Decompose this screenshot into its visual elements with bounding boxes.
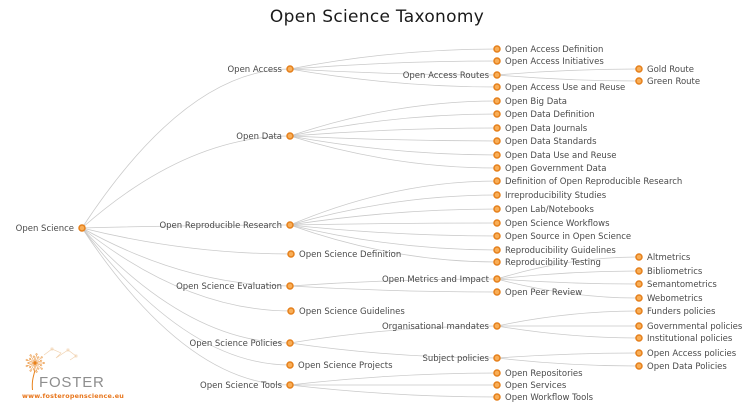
node-dot-open-access-policies[interactable] [636, 350, 642, 356]
logo-wordmark: FOSTER [39, 374, 105, 391]
node-label-open-science-tools: Open Science Tools [200, 381, 282, 391]
edge-open-data-policies [497, 358, 639, 366]
node-dot-open-access-use-and-reuse[interactable] [494, 84, 500, 90]
node-label-open-peer-review: Open Peer Review [505, 288, 583, 298]
edge-open-data-journals [290, 128, 497, 136]
node-dot-irreproducibility-studies[interactable] [494, 192, 500, 198]
edge-open-science-guidelines [82, 228, 291, 311]
node-label-open-access-definition: Open Access Definition [505, 45, 604, 55]
node-dot-green-route[interactable] [636, 78, 642, 84]
node-label-open-workflow-tools: Open Workflow Tools [505, 393, 594, 403]
node-label-open-access-policies: Open Access policies [647, 349, 737, 359]
page-title: Open Science Taxonomy [269, 7, 485, 27]
node-label-open-science-definition: Open Science Definition [299, 250, 402, 260]
node-label-organisational-mandates: Organisational mandates [381, 322, 489, 332]
node-label-open-science: Open Science [15, 224, 74, 234]
node-label-open-repositories: Open Repositories [505, 369, 583, 379]
node-label-open-science-evaluation: Open Science Evaluation [176, 282, 282, 292]
node-dot-governmental-policies[interactable] [636, 323, 642, 329]
node-dot-reproducibility-guidelines[interactable] [494, 247, 500, 253]
node-label-open-access-routes: Open Access Routes [402, 71, 489, 81]
node-label-open-data-journals: Open Data Journals [505, 124, 588, 134]
node-dot-open-source-in-open-science[interactable] [494, 233, 500, 239]
node-dot-open-reproducible-research[interactable] [287, 222, 293, 228]
node-dot-open-government-data[interactable] [494, 165, 500, 171]
node-dot-open-repositories[interactable] [494, 370, 500, 376]
node-label-open-science-projects: Open Science Projects [298, 361, 393, 371]
node-dot-open-data-policies[interactable] [636, 363, 642, 369]
node-dot-open-science-tools[interactable] [287, 382, 293, 388]
node-dot-open-services[interactable] [494, 382, 500, 388]
edge-open-science-evaluation [82, 228, 290, 286]
node-label-definition-of-open-reproducible-research: Definition of Open Reproducible Research [505, 177, 683, 187]
node-dot-open-data-definition[interactable] [494, 111, 500, 117]
node-dot-open-science-workflows[interactable] [494, 220, 500, 226]
node-label-open-data-policies: Open Data Policies [647, 362, 727, 372]
node-label-open-access-initiatives: Open Access Initiatives [505, 57, 604, 67]
node-label-open-data: Open Data [236, 132, 282, 142]
edge-definition-of-open-reproducible-research [290, 181, 497, 225]
node-label-irreproducibility-studies: Irreproducibility Studies [505, 191, 607, 201]
node-dot-open-data-journals[interactable] [494, 125, 500, 131]
node-dot-open-science-evaluation[interactable] [287, 283, 293, 289]
node-label-open-big-data: Open Big Data [505, 97, 567, 107]
logo-url[interactable]: www.fosteropenscience.eu [22, 392, 124, 400]
node-dot-open-access-initiatives[interactable] [494, 58, 500, 64]
edge-open-peer-review [290, 286, 497, 292]
node-dot-open-lab-notebooks[interactable] [494, 206, 500, 212]
node-dot-open-data[interactable] [287, 133, 293, 139]
edge-reproducibility-guidelines [290, 225, 497, 250]
node-label-open-source-in-open-science: Open Source in Open Science [505, 232, 632, 242]
edge-open-access [82, 69, 290, 228]
node-label-open-data-standards: Open Data Standards [505, 137, 597, 147]
edge-open-data-definition [290, 114, 497, 136]
node-dot-bibliometrics[interactable] [636, 268, 642, 274]
node-dot-reproducibility-testing[interactable] [494, 259, 500, 265]
node-dot-webometrics[interactable] [636, 295, 642, 301]
node-label-open-science-policies: Open Science Policies [189, 339, 282, 349]
edge-open-data-standards [290, 136, 497, 141]
edge-semantometrics [497, 279, 639, 284]
node-label-gold-route: Gold Route [647, 65, 694, 75]
node-label-open-science-workflows: Open Science Workflows [505, 219, 610, 229]
node-label-open-access: Open Access [227, 65, 282, 75]
node-dot-definition-of-open-reproducible-research[interactable] [494, 178, 500, 184]
edge-open-access-policies [497, 353, 639, 358]
node-dot-open-access-definition[interactable] [494, 46, 500, 52]
node-label-funders-policies: Funders policies [647, 307, 716, 317]
edge-open-repositories [290, 373, 497, 385]
edge-open-science-definition [82, 228, 291, 254]
node-label-open-metrics-and-impact: Open Metrics and Impact [381, 275, 489, 285]
node-dot-open-science-projects[interactable] [287, 362, 293, 368]
node-dot-open-peer-review[interactable] [494, 289, 500, 295]
edge-funders-policies [497, 311, 639, 326]
node-dot-semantometrics[interactable] [636, 281, 642, 287]
node-dot-subject-policies[interactable] [494, 355, 500, 361]
edge-open-data-use-and-reuse [290, 136, 497, 155]
node-dot-organisational-mandates[interactable] [494, 323, 500, 329]
node-dot-open-science-guidelines[interactable] [288, 308, 294, 314]
edge-open-big-data [290, 101, 497, 136]
node-dot-institutional-policies[interactable] [636, 335, 642, 341]
edge-open-source-in-open-science [290, 225, 497, 236]
edge-green-route [497, 75, 639, 81]
node-label-open-data-use-and-reuse: Open Data Use and Reuse [505, 151, 617, 161]
node-label-open-government-data: Open Government Data [505, 164, 607, 174]
node-label-altmetrics: Altmetrics [647, 253, 691, 263]
edge-open-workflow-tools [290, 385, 497, 397]
node-label-reproducibility-guidelines: Reproducibility Guidelines [505, 246, 616, 256]
edge-open-access-initiatives [290, 61, 497, 69]
node-label-open-science-guidelines: Open Science Guidelines [299, 307, 405, 317]
node-dot-open-access[interactable] [287, 66, 293, 72]
node-label-webometrics: Webometrics [647, 294, 703, 304]
node-label-open-services: Open Services [505, 381, 567, 391]
network-motif-icon [44, 348, 77, 360]
node-label-reproducibility-testing: Reproducibility Testing [505, 258, 601, 268]
node-dot-open-science-policies[interactable] [287, 340, 293, 346]
node-dot-open-science[interactable] [79, 225, 85, 231]
node-dot-open-data-use-and-reuse[interactable] [494, 152, 500, 158]
node-dot-open-science-definition[interactable] [288, 251, 294, 257]
node-dot-open-metrics-and-impact[interactable] [494, 276, 500, 282]
node-dot-gold-route[interactable] [636, 66, 642, 72]
node-dot-altmetrics[interactable] [636, 254, 642, 260]
edge-open-data [82, 136, 290, 228]
edge-bibliometrics [497, 271, 639, 279]
node-label-open-access-use-and-reuse: Open Access Use and Reuse [505, 83, 626, 93]
edge-open-access-definition [290, 49, 497, 69]
node-dot-funders-policies[interactable] [636, 308, 642, 314]
edge-institutional-policies [497, 326, 639, 338]
node-label-open-data-definition: Open Data Definition [505, 110, 595, 120]
node-dot-open-data-standards[interactable] [494, 138, 500, 144]
node-label-open-reproducible-research: Open Reproducible Research [159, 221, 282, 231]
node-label-open-lab-notebooks: Open Lab/Notebooks [505, 205, 594, 215]
edge-open-science-workflows [290, 223, 497, 225]
edge-gold-route [497, 69, 639, 75]
node-label-green-route: Green Route [647, 77, 701, 87]
node-label-governmental-policies: Governmental policies [647, 322, 743, 332]
node-label-semantometrics: Semantometrics [647, 280, 717, 290]
node-dot-open-big-data[interactable] [494, 98, 500, 104]
node-label-subject-policies: Subject policies [422, 354, 489, 364]
node-label-bibliometrics: Bibliometrics [647, 267, 703, 277]
node-label-institutional-policies: Institutional policies [647, 334, 733, 344]
node-dot-open-workflow-tools[interactable] [494, 394, 500, 400]
foster-logo [14, 342, 144, 412]
node-dot-open-access-routes[interactable] [494, 72, 500, 78]
